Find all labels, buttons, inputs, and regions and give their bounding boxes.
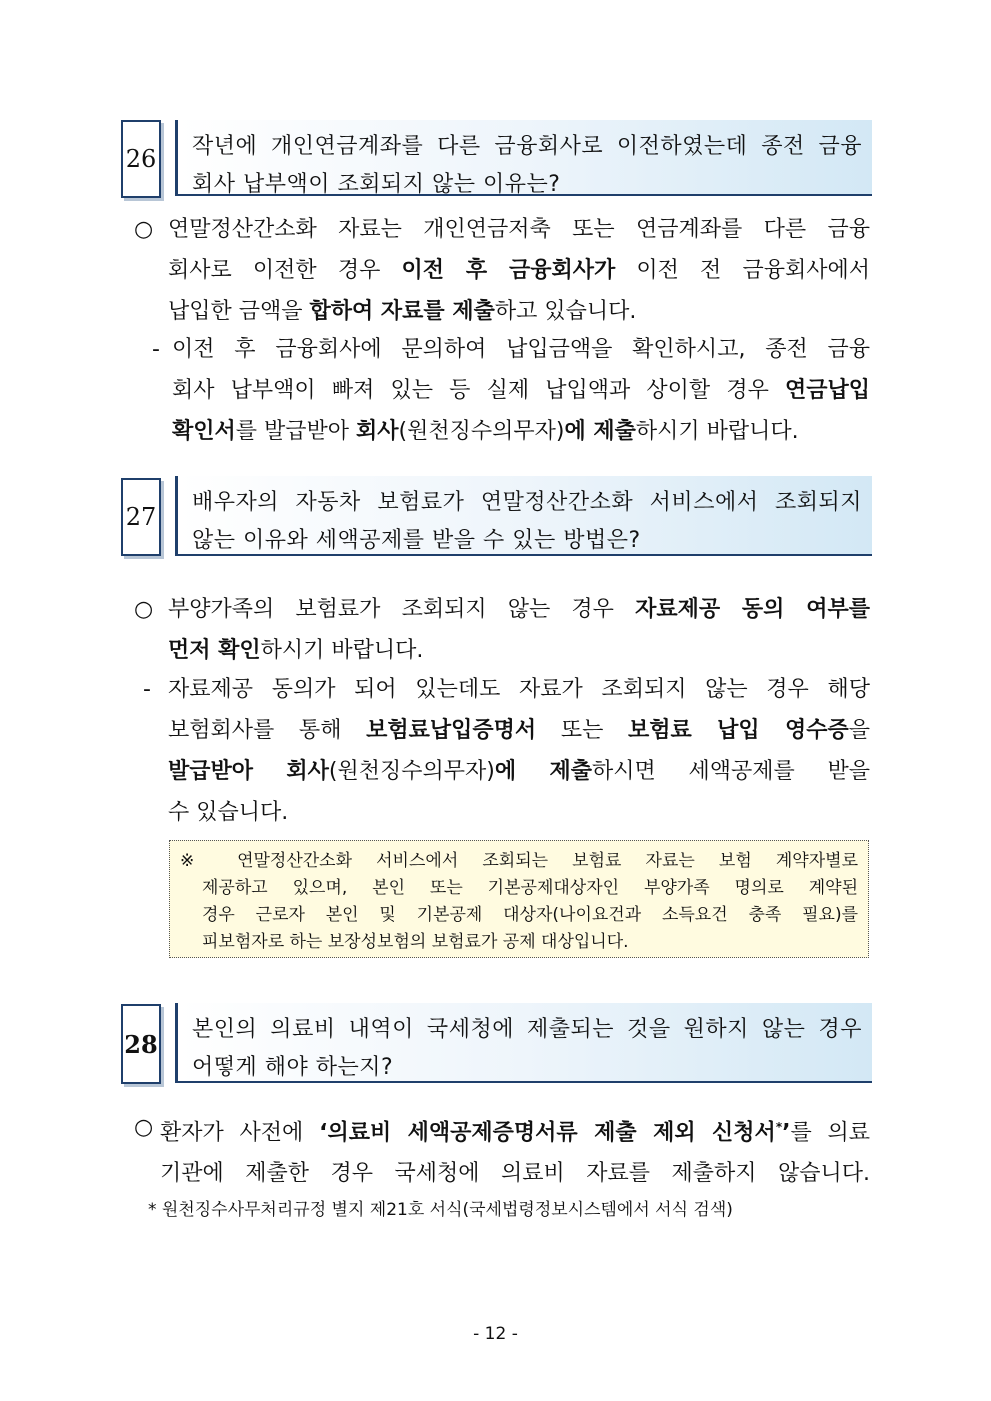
answer-28-line1 bbox=[160, 1107, 870, 1153]
note-line2: 제공하고 있으며, 본인 또는 기본공제대상자인 부양가족 명의로 계약된 bbox=[202, 878, 858, 898]
bold-text: 합하여 자료를 제출 bbox=[309, 299, 495, 324]
text: 환자가 사전에 bbox=[160, 1120, 320, 1146]
bullet-circle: ○ bbox=[134, 217, 154, 242]
question-number-28: 28 bbox=[121, 1004, 161, 1084]
question-28-line2: 어떻게 해야 하는지? bbox=[192, 1055, 394, 1080]
question-box-27 bbox=[175, 476, 872, 556]
question-number-27: 27 bbox=[121, 478, 161, 556]
bold-text: 보험료납입증명서 bbox=[366, 718, 537, 743]
text: 을 bbox=[848, 718, 870, 743]
text: 또는 bbox=[536, 718, 629, 743]
answer-26-p2-line3 bbox=[172, 411, 870, 452]
answer-27-p1-line1 bbox=[168, 589, 870, 630]
text: 부양가족의 보험료가 조회되지 않는 경우 bbox=[168, 597, 636, 622]
answer-27-para2 bbox=[168, 669, 870, 833]
text: (원천징수의무자) bbox=[328, 759, 495, 784]
bold-text: ‘의료비 세액공제증명서류 제출 제외 신청서 bbox=[319, 1120, 776, 1146]
answer-27-p1-line2 bbox=[168, 630, 870, 671]
answer-27-p2-line4: 수 있습니다. bbox=[168, 800, 289, 825]
answer-26-p1-line3 bbox=[168, 291, 870, 332]
text: 회사로 이전한 경우 bbox=[168, 258, 402, 283]
answer-26-para1 bbox=[168, 209, 870, 332]
bullet-dash: - bbox=[152, 337, 160, 362]
text: 하시면 세액공제를 받을 bbox=[592, 759, 870, 784]
text: 회사 납부액이 빠져 있는 등 실제 납입액과 상이할 경우 bbox=[172, 378, 785, 403]
question-26-line1: 작년에 개인연금계좌를 다른 금융회사로 이전하였는데 종전 금융 bbox=[192, 134, 862, 159]
text: (원천징수의무자) bbox=[398, 419, 565, 444]
note-box bbox=[169, 840, 869, 958]
footnote: * 원천징수사무처리규정 별지 제21호 서식(국세법령정보시스템에서 서식 검색) bbox=[148, 1200, 733, 1220]
bold-text: 회사 bbox=[356, 419, 399, 444]
question-number-26: 26 bbox=[121, 120, 161, 198]
text: 보험회사를 통해 bbox=[168, 718, 367, 743]
answer-28-para1 bbox=[160, 1107, 870, 1194]
text: 납입한 금액을 bbox=[168, 299, 310, 324]
bold-text: 이전 후 금융회사가 bbox=[401, 258, 616, 283]
question-27-line2: 않는 이유와 세액공제를 받을 수 있는 방법은? bbox=[192, 528, 641, 553]
question-box-26 bbox=[175, 120, 872, 196]
answer-27-para1 bbox=[168, 589, 870, 671]
answer-26-p2-line2 bbox=[172, 370, 870, 411]
answer-26-para2 bbox=[172, 329, 870, 452]
bold-text: 보험료 납입 영수증 bbox=[628, 718, 849, 743]
bold-text: 확인서 bbox=[172, 419, 236, 444]
bold-text: 발급받아 회사 bbox=[168, 759, 329, 784]
answer-28-line2: 기관에 제출한 경우 국세청에 의료비 자료를 제출하지 않습니다. bbox=[160, 1161, 870, 1187]
bold-text: 연금납입 bbox=[784, 378, 870, 403]
bold-text: 먼저 확인 bbox=[168, 638, 261, 663]
bullet-circle: ○ bbox=[134, 597, 154, 622]
answer-26-p1-line1: 연말정산간소화 자료는 개인연금저축 또는 연금계좌를 다른 금융 bbox=[168, 217, 870, 242]
note-line3: 경우 근로자 본인 및 기본공제 대상자(나이요건과 소득요건 충족 필요)를 bbox=[202, 905, 858, 925]
bullet-dash: - bbox=[143, 677, 151, 702]
bold-text: ’ bbox=[782, 1120, 791, 1146]
answer-27-p2-line3 bbox=[168, 751, 870, 792]
text: 이전 전 금융회사에서 bbox=[615, 258, 870, 283]
text: 를 발급받아 bbox=[235, 419, 357, 444]
answer-27-p2-line2 bbox=[168, 710, 870, 751]
question-26-line2: 회사 납부액이 조회되지 않는 이유는? bbox=[192, 172, 561, 197]
answer-26-p1-line2 bbox=[168, 250, 870, 291]
note-line1: ※ 연말정산간소화 서비스에서 조회되는 보험료 자료는 보험 계약자별로 bbox=[180, 851, 858, 871]
bold-text: 자료제공 동의 여부를 bbox=[635, 597, 870, 622]
answer-26-p2-line1: 이전 후 금융회사에 문의하여 납입금액을 확인하시고, 종전 금융 bbox=[172, 337, 870, 362]
bullet-circle: ○ bbox=[134, 1115, 154, 1140]
text: 하시기 바랍니다. bbox=[635, 419, 799, 444]
bold-text: 에 제출 bbox=[564, 419, 636, 444]
text: 하고 있습니다. bbox=[494, 299, 637, 324]
note-line4: 피보험자로 하는 보장성보험의 보험료가 공제 대상입니다. bbox=[202, 932, 629, 952]
question-28-line1: 본인의 의료비 내역이 국세청에 제출되는 것을 원하지 않는 경우 bbox=[192, 1017, 862, 1042]
bold-text: 에 제출 bbox=[494, 759, 593, 784]
answer-27-p2-line1: 자료제공 동의가 되어 있는데도 자료가 조회되지 않는 경우 해당 bbox=[168, 677, 870, 702]
text: 를 의료 bbox=[790, 1120, 870, 1146]
question-27-line1: 배우자의 자동차 보험료가 연말정산간소화 서비스에서 조회되지 bbox=[192, 490, 862, 515]
page-number: - 12 - bbox=[473, 1324, 518, 1344]
question-box-28 bbox=[175, 1003, 872, 1083]
text: 하시기 바랍니다. bbox=[260, 638, 424, 663]
footnote-marker: * bbox=[775, 1120, 783, 1134]
